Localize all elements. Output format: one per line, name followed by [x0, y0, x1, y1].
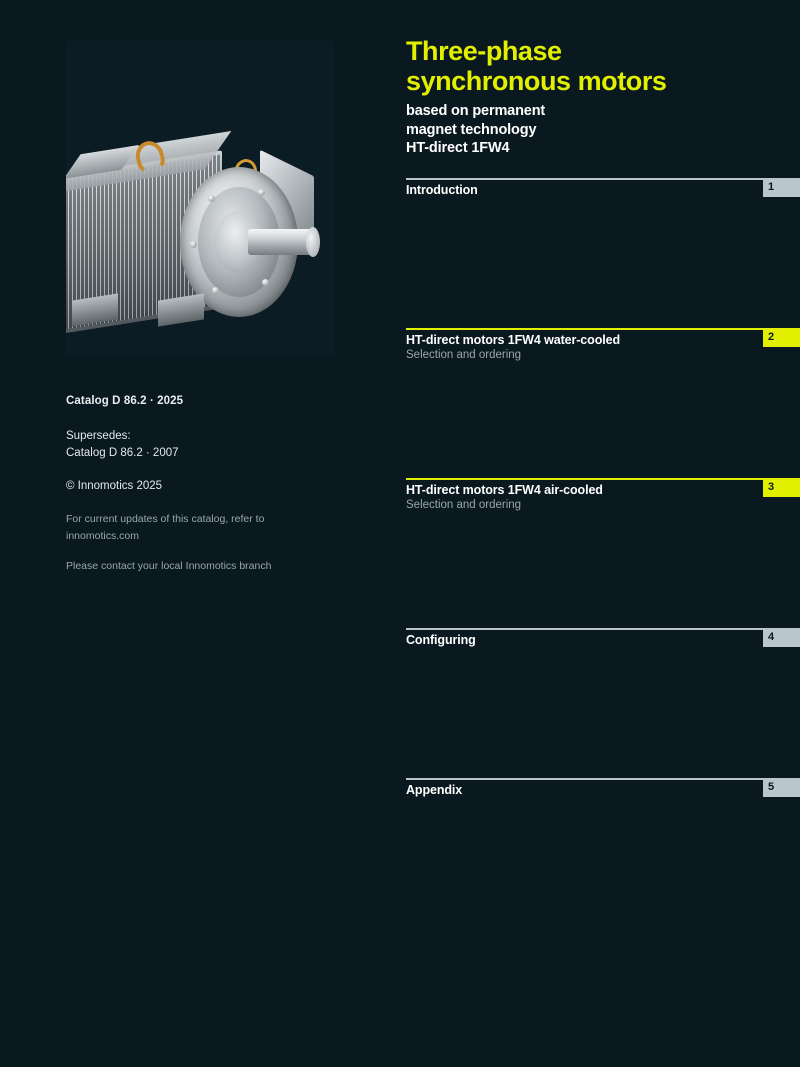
- hero-product-image: [66, 41, 334, 355]
- updates-note-line1: For current updates of this catalog, refer to: [66, 513, 265, 526]
- page-subtitle: [406, 102, 800, 156]
- toc-section-number: 4: [763, 628, 800, 647]
- catalog-number: Catalog D 86.2 · 2025: [66, 395, 184, 407]
- flange-bolt: [190, 241, 197, 248]
- toc-entry-title: Configuring: [406, 633, 476, 647]
- toc-rule: [406, 778, 800, 780]
- toc-rule: [406, 478, 800, 480]
- flange-bolt: [262, 279, 269, 286]
- page-subtitle-line1: based on permanent: [406, 103, 546, 120]
- table-of-contents: [406, 178, 800, 797]
- toc-entry-water-cooled[interactable]: [406, 328, 800, 478]
- contact-note: Please contact your local Innomotics branch: [66, 559, 272, 572]
- toc-rule: [406, 178, 800, 180]
- flange-bolt: [208, 195, 215, 202]
- toc-entry-air-cooled[interactable]: [406, 478, 800, 628]
- supersedes-value: Catalog D 86.2 · 2007: [66, 446, 179, 459]
- supersedes-label: Supersedes:: [66, 429, 131, 442]
- image-bottom-fade: [66, 349, 334, 355]
- toc-entry-title: HT-direct motors 1FW4 water-cooled: [406, 333, 620, 347]
- toc-entry-subtitle: Selection and ordering: [406, 349, 522, 361]
- motor-shaft-end: [306, 227, 320, 257]
- toc-entry-title: Appendix: [406, 783, 463, 797]
- toc-section-number: 3: [763, 478, 800, 497]
- page-title-line2: synchronous motors: [406, 66, 667, 97]
- page-title-line1: Three-phase: [406, 36, 562, 66]
- flange-bolt: [212, 287, 219, 294]
- toc-entry-title: Introduction: [406, 183, 478, 197]
- updates-website[interactable]: innomotics.com: [66, 529, 139, 542]
- toc-entry-introduction[interactable]: [406, 178, 800, 328]
- toc-rule: [406, 628, 800, 630]
- toc-entry-title: HT-direct motors 1FW4 air-cooled: [406, 483, 603, 497]
- toc-entry-configuring[interactable]: [406, 628, 800, 778]
- toc-entry-subtitle: Selection and ordering: [406, 499, 522, 511]
- motor-shaft: [248, 229, 314, 255]
- catalog-metadata: [66, 393, 326, 574]
- motor-illustration: [66, 137, 334, 355]
- page-subtitle-line2: magnet technology: [406, 121, 537, 138]
- toc-section-number: 1: [763, 178, 800, 197]
- page-title: [406, 36, 800, 96]
- flange-bolt: [258, 189, 265, 196]
- toc-section-number: 5: [763, 778, 800, 797]
- page-subtitle-line3: HT-direct 1FW4: [406, 139, 510, 156]
- toc-section-number: 2: [763, 328, 800, 347]
- copyright-notice: © Innomotics 2025: [66, 480, 163, 493]
- page-title-block: [406, 36, 800, 157]
- toc-rule: [406, 328, 800, 330]
